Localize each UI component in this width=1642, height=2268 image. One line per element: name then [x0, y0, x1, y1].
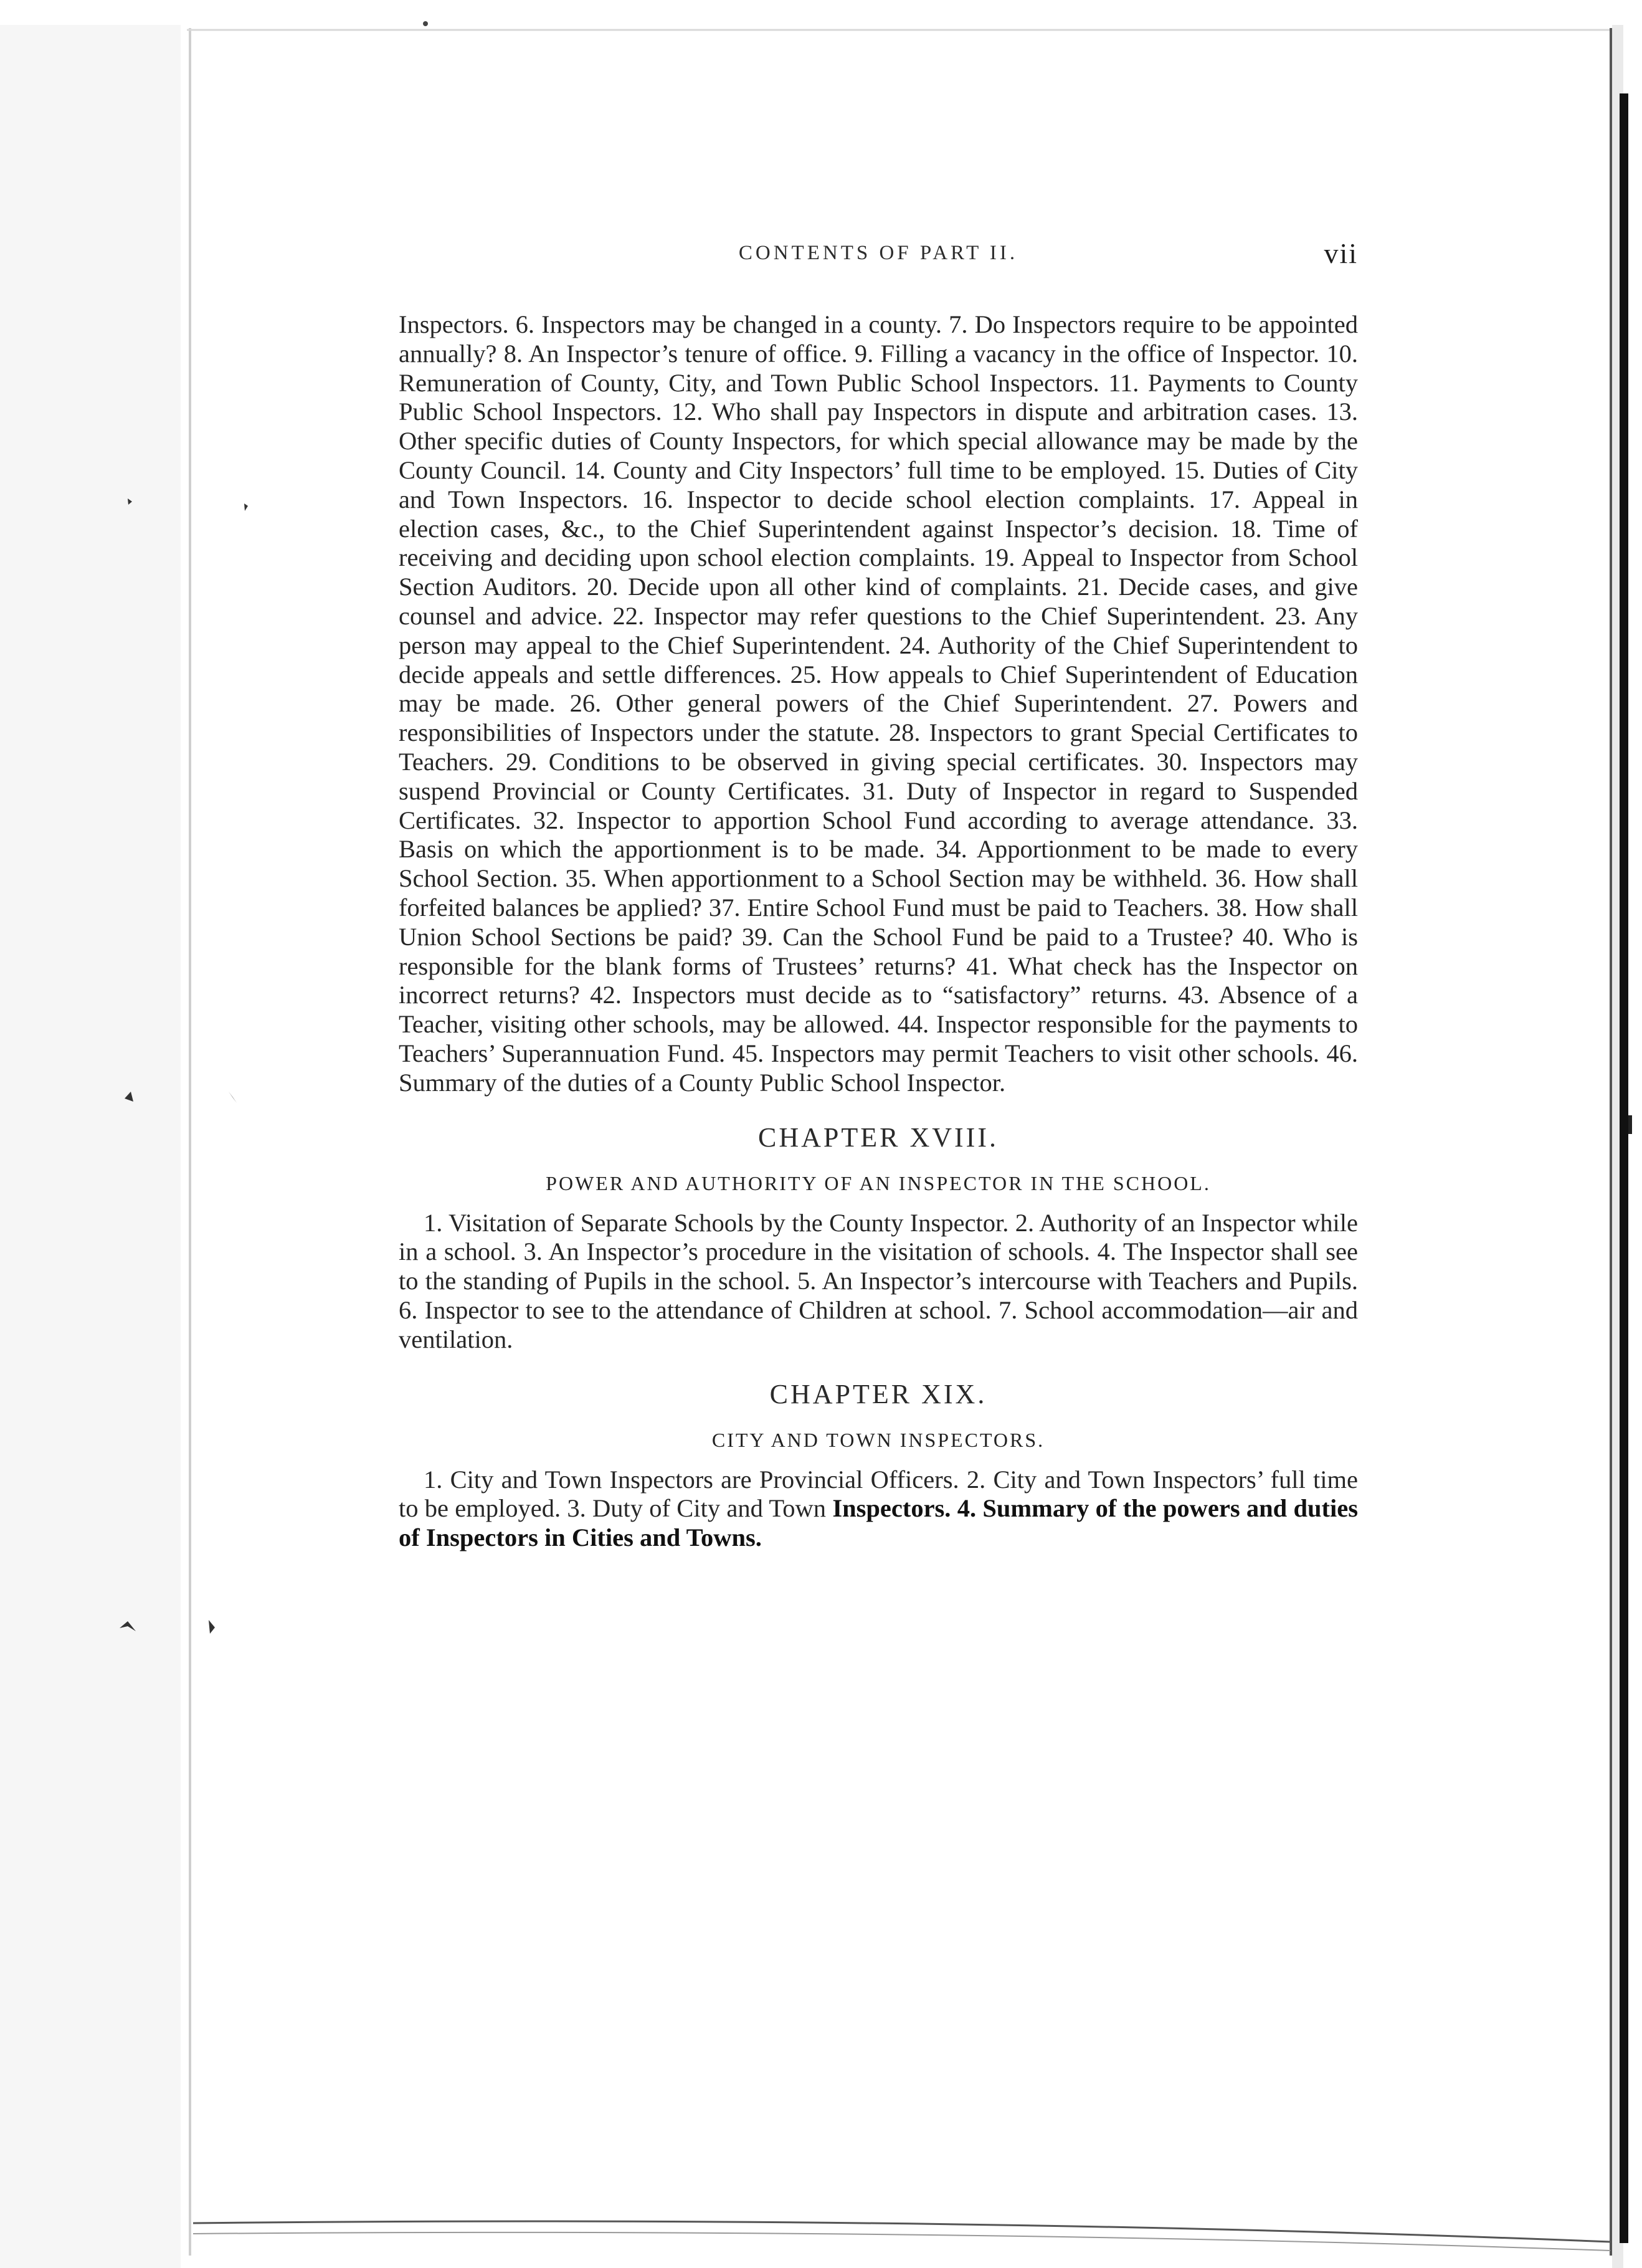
chapter-heading-xviii: CHAPTER XVIII. [758, 1122, 999, 1153]
contents-paragraph: Inspectors. 6. Inspectors may be changed in a county. 7. Do Inspectors require to be appointed annually? 8. An Inspector’s tenure of office. 9. Filling a vacancy in the office of Inspector. 10. Remuneration of County, City, and Town Public School Inspectors. 11. Payments to County Public School Inspectors. 12. Who shall pay Inspectors in dispute and arbitration cases. 13. Other specific duties of County Inspectors, for which special allowance may be made by the County Council. 14. County and City Inspectors’ full time to be employed. 15. Duties of City and Town Inspectors. 16. Inspector to decide school election complaints. 17. Appeal in election cases, &c., to the Chief Superintendent against Inspector’s decision. 18. Time of receiving and deciding upon school election complaints. 19. Appeal to Inspector from School Section Auditors. 20. Decide upon all other kind of complaints. 21. Decide cases, and give counsel and advice. 22. Inspector may refer questions to the Chief Superintendent. 23. Any person may appeal to the Chief Superintendent. 24. Authority of the Chief Superintendent to decide appeals and settle differences. 25. How appeals to Chief Superintendent of Education may be made. 26. Other general powers of the Chief Superintendent. 27. Powers and responsibilities of Inspectors under the statute. 28. Inspectors to grant Special Certificates to Teachers. 29. Conditions to be observed in giving special certificates. 30. Inspectors may suspend Provincial or County Certificates. 31. Duty of Inspector in regard to Suspended Certificates. 32. Inspector to apportion School Fund according to average attendance. 33. Basis on which the apportionment is to be made. 34. Apportionment to be made to every School Section. 35. When apportionment to a School Section may be withheld. 36. How shall forfeited balances be applied? 37. Entire School Fund must be paid to Teachers. 38. How shall Union School Sections be paid? 39. Can the School Fund be paid to a Trustee? 40. Who is responsible for the blank forms of Trustees’ returns? 41. What check has the Inspector on incorrect returns? 42. Inspectors must decide as to “satisfactory” returns. 43. Absence of a Teacher, visiting other schools, may be allowed. 44. Inspector responsible for the payments to Teachers’ Superannuation Fund. 45. Inspectors may permit Teachers to visit other schools. 46. Summary of the duties of a County Public School Inspector. [399, 310, 1358, 1097]
chapter-heading-xix: CHAPTER XIX. [769, 1378, 987, 1409]
page-content [399, 237, 1358, 1553]
running-head [399, 237, 1358, 280]
chapter-subheading-xviii: POWER AND AUTHORITY OF AN INSPECTOR IN THE SCHOOL. [546, 1171, 1211, 1194]
chapter-xviii-contents: 1. Visitation of Separate Schools by the County Inspector. 2. Authority of an Inspector while in a school. 3. An Inspector’s procedure in the visitation of schools. 4. The Inspector shall see to the standing of Pupils in the school. 5. An Inspector’s intercourse with Teachers and Pupils. 6. Inspector to see to the attendance of Children at school. 7. School accommodation—air and ventilation. [399, 1208, 1358, 1353]
chapter-xix-contents [399, 1465, 1358, 1553]
chapter-subheading-xix: CITY AND TOWN INSPECTORS. [711, 1428, 1045, 1451]
chapter-xix-text-bold: Inspectors. 4. Summary of the powers and duties of Inspectors in Cities and Towns. [399, 1494, 1359, 1552]
chapter-xix-text: 1. City and Town Inspectors are Provincial Officers. 2. City and Town Inspectors’ full time to be employed. 3. Duty of City and Town [399, 1465, 1358, 1523]
page-number: vii [1324, 237, 1358, 269]
running-title: CONTENTS OF PART II. [738, 242, 1018, 264]
